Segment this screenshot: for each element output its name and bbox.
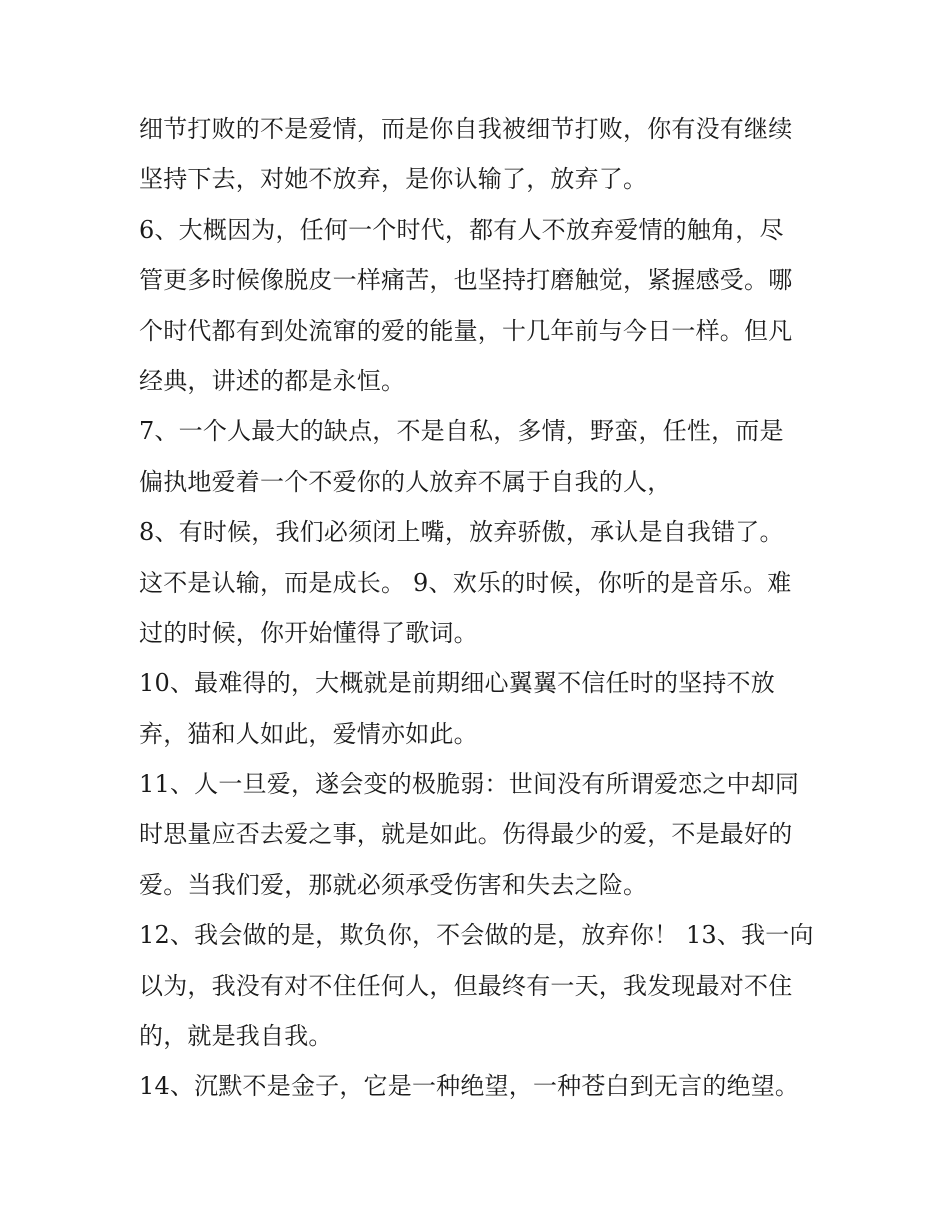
text-line: 过的时候，你开始懂得了歌词。 [139,618,478,647]
text-line: 爱。当我们爱，那就必须承受伤害和失去之险。 [139,870,648,899]
text-line: 坚持下去，对她不放弃，是你认输了，放弃了。 [139,165,648,194]
text-line: 弃，猫和人如此，爱情亦如此。 [139,719,478,748]
text-line: 管更多时候像脱皮一样痛苦，也坚持打磨触觉，紧握感受。哪 [139,266,793,295]
text-line: 偏执地爱着一个不爱你的人放弃不属于自我的人， [139,467,672,496]
text-line: 的，就是我自我。 [139,1022,333,1051]
text-line: 7、一个人最大的缺点，不是自私，多情，野蛮，任性，而是 [139,417,784,446]
text-line: 经典，讲述的都是永恒。 [139,366,406,395]
text-line: 10、最难得的，大概就是前期细心翼翼不信任时的坚持不放 [139,669,775,698]
document-body [139,104,819,1112]
text-line: 14、沉默不是金子，它是一种绝望，一种苍白到无言的绝望。 [139,1072,800,1101]
text-line: 细节打败的不是爱情，而是你自我被细节打败，你有没有继续 [139,115,793,143]
text-line: 12、我会做的是，欺负你，不会做的是，放弃你！ 13、我一向 [139,921,814,950]
text-line: 6、大概因为，任何一个时代，都有人不放弃爱情的触角，尽 [139,215,784,244]
text-line: 以为，我没有对不住任何人，但最终有一天，我发现最对不住 [139,971,793,1000]
text-line: 时思量应否去爱之事，就是如此。伤得最少的爱，不是最好的 [139,820,793,849]
text-line: 11、人一旦爱，遂会变的极脆弱：世间没有所谓爱恋之中却同 [139,770,800,799]
text-line: 个时代都有到处流窜的爱的能量，十几年前与今日一样。但凡 [139,316,793,345]
text-line: 这不是认输，而是成长。 9、欢乐的时候，你听的是音乐。难 [139,568,792,597]
text-line: 8、有时候，我们必须闭上嘴，放弃骄傲，承认是自我错了。 [139,518,784,547]
